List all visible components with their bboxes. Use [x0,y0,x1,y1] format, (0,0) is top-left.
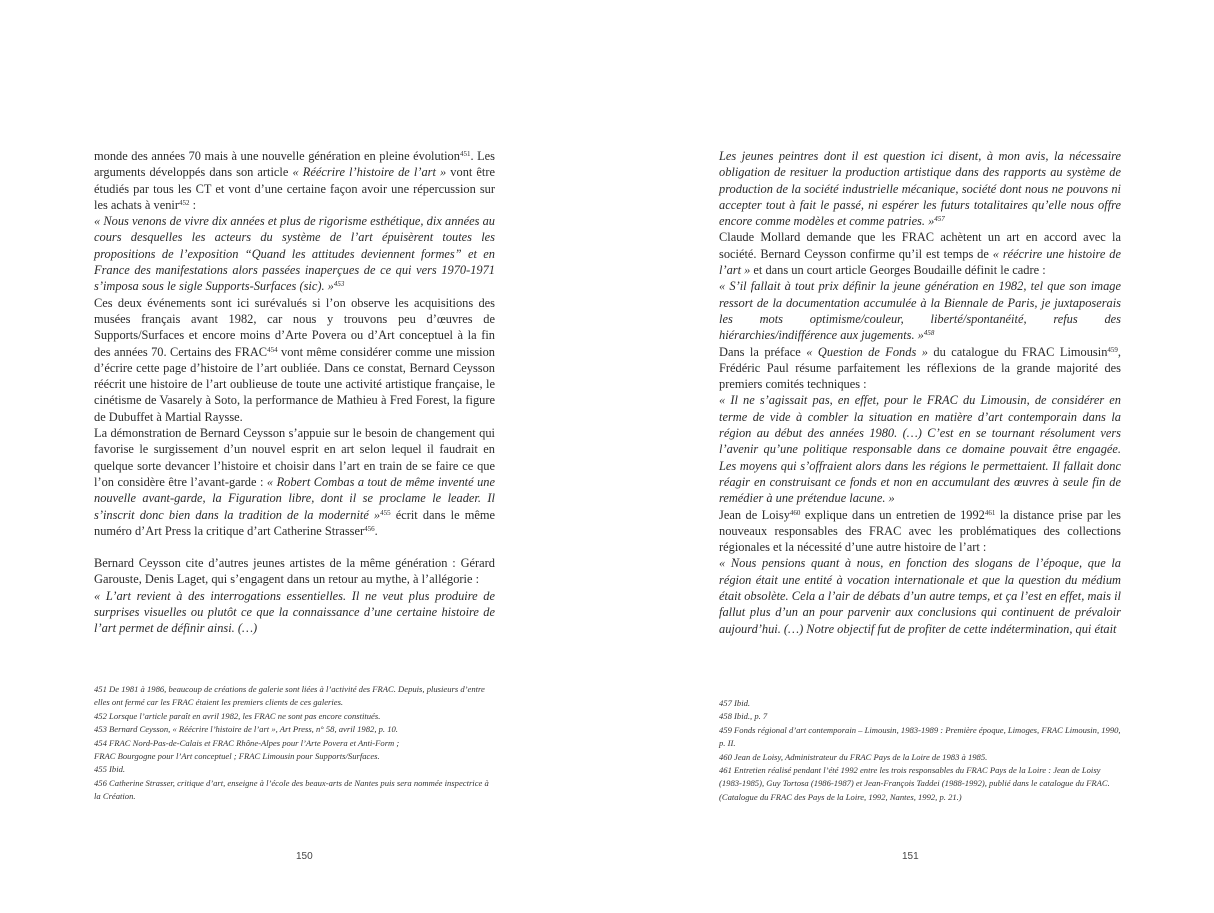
paragraph: Claude Mollard demande que les FRAC achètent un art en accord avec la société. Bernard Ceysson confirme qu’il est temps de « réécrire une histoire de l’art » et dans un court article Georges Boudaille définit le cadre : [719,230,1121,278]
footnote: 459 Fonds régional d’art contemporain – Limousin, 1983-1989 : Première époque, Limoges, FRAC Limousin, 1990, p. II. [719,724,1121,749]
footnote: 455 Ibid. [94,764,126,775]
footnote: 453 Bernard Ceysson, « Réécrire l’histoire de l’art », Art Press, n° 58, avril 1982, p. 10. [94,724,398,735]
block-quote: « Nous pensions quant à nous, en fonction des slogans de l’époque, que la région était une entité à vocation internationale et que la question du médium était obsolète. Cela a l’air de débats d’un autre temps, et ça l’est en effet, mais il fallut plus d’un an pour parvenir aux conclusions qui continuent de prévaloir aujourd’hui. (…) Notre objectif fut de profiter de cette indétermination, qui était [719,556,1121,636]
footnote: FRAC Bourgogne pour l’Art conceptuel ; FRAC Limousin pour Supports/Surfaces. [94,751,380,762]
footnote: 457 Ibid. [719,698,751,708]
left-page [94,0,495,913]
footnote: 451 De 1981 à 1986, beaucoup de créations de galerie sont liées à l’activité des FRAC. Depuis, plusieurs d’entre elles ont fermé car les FRAC étaient les premiers clients de ces galeries. [94,684,485,708]
paragraph: Bernard Ceysson cite d’autres jeunes artistes de la même génération : Gérard Garouste, Denis Laget, qui s’engagent dans un retour au mythe, à l’allégorie : [94,556,495,587]
right-footnotes [719,697,1121,804]
block-quote: « S’il fallait à tout prix définir la jeune génération en 1982, tel que son image ressort de la documentation accumulée à la Biennale de Paris, je juxtaposerais les mots optimisme/couleur, liberté/spontanéité, refus des hiérarchies/indifférence aux jugements. »$^{458}$ [719,279,1121,343]
block-quote: « Il ne s’agissait pas, en effet, pour le FRAC du Limousin, de considérer en terme de vide à combler la situation en matière d’art contemporain dans la région au début des années 1980. (…) C’est en se tournant résolument vers l’avenir qu’une politique responsable dans ce domaine pouvait être engagée. Les moyens qui s’offraient alors dans les régions le permettaient. Il fallait donc réagir en construisant ce fonds et non en accumulant des œuvres à seule fin de remédier à une prétendue lacune. » [719,393,1121,506]
paragraph: Dans la préface « Question de Fonds » du catalogue du FRAC Limousin$^{459}$, Frédéric Paul résume parfaitement les réflexions de la grande majorité des premiers comités techniques : [719,344,1121,392]
page-number: 151 [902,851,919,862]
left-body-text [94,148,495,637]
right-body-text [719,148,1121,637]
paragraph: monde des années 70 mais à une nouvelle génération en pleine évolution$^{451}$. Les arguments développés dans son article « Réécrire l’histoire de l’art » vont être étudiés par tous les CT et vont d’une certaine façon avoir une répercussion sur les achats à venir$^{452}$ : [94,149,496,212]
left-footnotes [94,683,495,804]
footnote: 452 Lorsque l’article paraît en avril 1982, les FRAC ne sont pas encore constitués. [94,710,381,721]
paragraph: Jean de Loisy$^{460}$ explique dans un entretien de 1992$^{461}$ la distance prise par les nouveaux responsables des FRAC avec les problématiques des collections régionales et la nécessité d’une autre histoire de l’art : [719,507,1121,555]
footnote: 456 Catherine Strasser, critique d’art, enseigne à l’école des beaux-arts de Nantes puis sera nommée inspectrice à la Création. [94,777,489,802]
footnote: 458 Ibid., p. 7 [719,711,768,722]
block-quote: « L’art revient à des interrogations essentielles. Il ne veut plus produire de surprises visuelles ou plutôt ce que la connaissance d’une certaine histoire de l’art permet de définir ainsi. (…) [94,588,495,636]
footnote: 460 Jean de Loisy, Administrateur du FRAC Pays de la Loire de 1983 à 1985. [719,751,988,762]
page-number: 150 [296,851,313,862]
paragraph: Ces deux événements sont ici surévalués si l’on observe les acquisitions des musées français avant 1982, car nous y trouvons peu d’œuvres de Supports/Surfaces et encore moins d’Arte Povera ou d’Art conceptuel à la fin des années 70. Certains des FRAC$^{454}$ vont même considérer comme une mission d’écrire cette page d’histoire de l’art oubliée. Dans ce constat, Bernard Ceysson réécrit une histoire de l’art oublieuse de toute une activité artistique française, le cinétisme de Vasarely à Soto, la performance de Mathieu à Fred Forest, la figure de Dubuffet à Martial Raysse. [94,295,495,424]
footnote: 461 Entretien réalisé pendant l’été 1992 entre les trois responsables du FRAC Pays de la Loire : Jean de Loisy (1983-1985), Guy Tortosa (1986-1987) et Jean-François Taddei (1988-1992), publié dans le catalogue du FRAC. (Catalogue du FRAC des Pays de la Loire, 1992, Nantes, 1992, p. 21.) [719,765,1110,802]
block-quote: « Nous venons de vivre dix années et plus de rigorisme esthétique, dix années au cours desquelles les acteurs du système de l’art épuisèrent toutes les propositions de l’exposition “Quand les attitudes deviennent formes” et en France des manifestations alors passées inaperçues de ce qui vers 1970-1971 s’imposa sous le sigle Supports-Surfaces (sic). »$^{453}$ [94,214,495,294]
footnote: 454 FRAC Nord-Pas-de-Calais et FRAC Rhône-Alpes pour l’Arte Povera et Anti-Form ; [94,737,400,748]
paragraph: La démonstration de Bernard Ceysson s’appuie sur le besoin de changement qui favorise le surgissement d’un nouvel esprit en art selon lequel il faudrait en quelque sorte devancer l’histoire et choisir dans l’art en train de se faire ce que l’on considère être l’avant-garde : « Robert Combas a tout de même inventé une nouvelle avant-garde, la Figuration libre, dont il se proclame le leader. Il s’inscrit donc bien dans la tradition de la modernité »$^{455}$ écrit dans le même numéro d’Art Press la critique d’art Catherine Strasser$^{456}$. [94,426,495,538]
right-page [719,0,1121,913]
block-quote: Les jeunes peintres dont il est question ici disent, à mon avis, la nécessaire obligation de resituer la production artistique dans des rapports au système de production de la société industrielle mécanique, société dont nous ne pouvons ni accepter tout à fait le passé, ni espérer les futurs totalitaires qu’elle nous offre encore comme modèles et comme patries. »$^{457}$ [719,149,1121,229]
